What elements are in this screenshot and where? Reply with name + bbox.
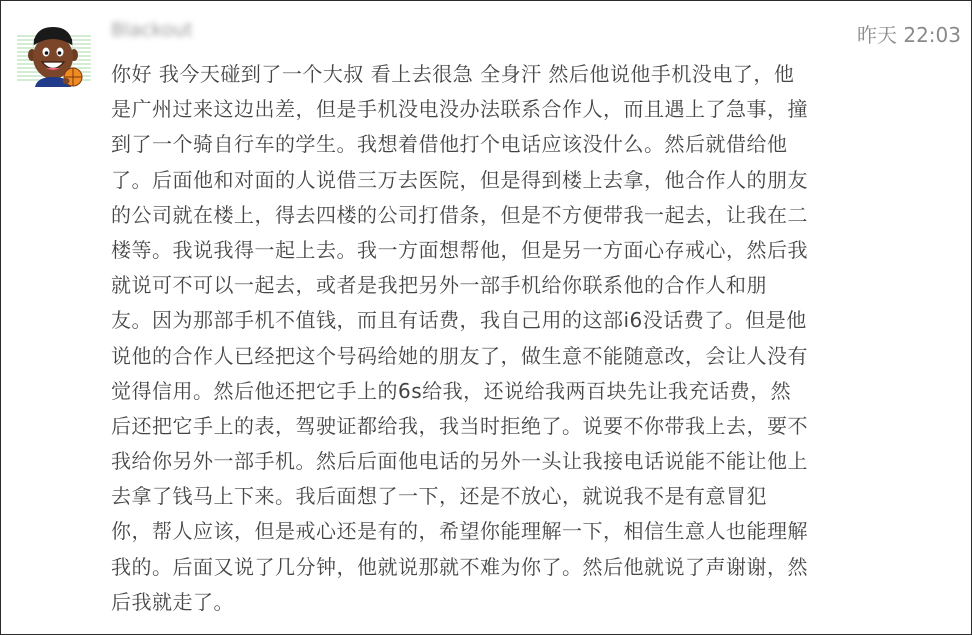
message-line: 的公司就在楼上，得去四楼的公司打借条，但是不方便带我一起去，让我在二	[111, 202, 808, 227]
message-line: 到了一个骑自行车的学生。我想着借他打个电话应该没什么。然后就借给他	[111, 132, 788, 157]
message-line: 就说可不可以一起去，或者是我把另外一部手机给你联系他的合作人和朋	[111, 273, 767, 298]
message-line: 后还把它手上的表，驾驶证都给我，我当时拒绝了。说要不你带我上去，要不	[111, 413, 808, 438]
message-line: 了。后面他和对面的人说借三万去医院，但是得到楼上去拿，他合作人的朋友	[111, 167, 808, 192]
message-line: 你，帮人应该，但是戒心还是有的，希望你能理解一下，相信生意人也能理解	[111, 519, 808, 544]
message-line: 说他的合作人已经把这个号码给她的朋友了，做生意不能随意改，会让人没有	[111, 343, 808, 368]
message-line: 去拿了钱马上下来。我后面想了一下，还是不放心，就说我不是有意冒犯	[111, 484, 767, 509]
message-line: 我的。后面又说了几分钟，他就说那就不难为你了。然后他就说了声谢谢，然	[111, 554, 808, 579]
message-line: 是广州过来这边出差，但是手机没电没办法联系合作人，而且遇上了急事，撞	[111, 97, 808, 122]
message-line: 后我就走了。	[111, 589, 234, 614]
avatar[interactable]	[17, 21, 91, 87]
cartoon-boy-with-basketball-icon	[17, 21, 91, 87]
message-line: 觉得信用。然后他还把它手上的6s给我，还说给我两百块先让我充话费，然	[111, 378, 792, 403]
message-line: 楼等。我说我得一起上去。我一方面想帮他，但是另一方面心存戒心，然后我	[111, 237, 808, 262]
message-timestamp: 昨天 22:03	[857, 23, 961, 47]
sender-name[interactable]: Blackout	[111, 19, 193, 41]
message-line: 友。因为那部手机不值钱，而且有话费，我自己用的这部i6没话费了。但是他	[111, 308, 807, 333]
message-line: 你好 我今天碰到了一个大叔 看上去很急 全身汗 然后他说他手机没电了，他	[111, 62, 795, 86]
message-text	[111, 57, 863, 620]
message-line: 我给你另外一部手机。然后后面他电话的另外一头让我接电话说能不能让他上	[111, 449, 808, 474]
